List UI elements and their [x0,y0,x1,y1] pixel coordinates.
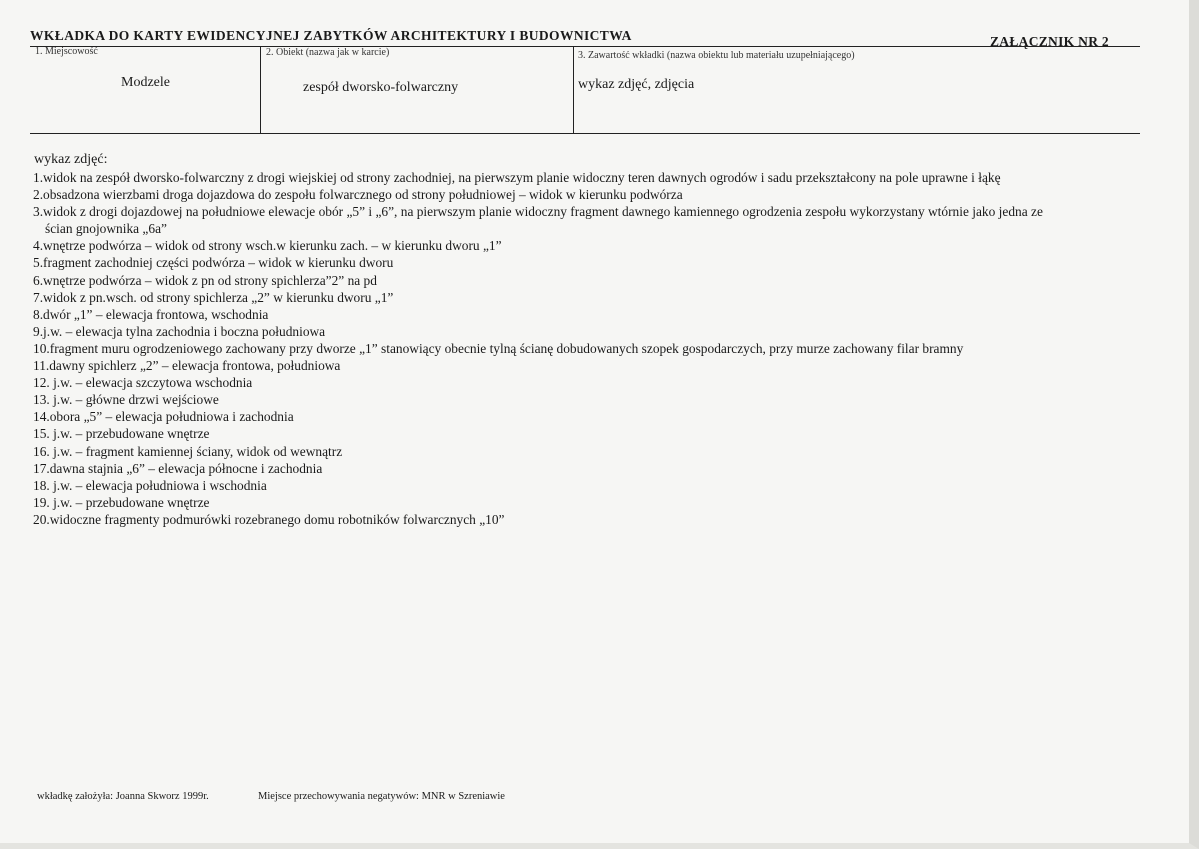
locality-value: Modzele [121,75,170,90]
list-item: 2.obsadzona wierzbami droga dojazdowa do zespołu folwarcznego od strony południowej – widok w kierunku podwórza [33,187,683,203]
list-item: 15. j.w. – przebudowane wnętrze [33,426,210,442]
form-title: WKŁADKA DO KARTY EWIDENCYJNEJ ZABYTKÓW ARCHITEKTURY I BUDOWNICTWA [30,28,632,43]
negatives-storage: Miejsce przechowywania negatywów: MNR w Szreniawie [258,791,505,802]
contents-value: wykaz zdjęć, zdjęcia [578,77,695,92]
list-item-continuation: ścian gnojownika „6a” [45,221,167,237]
photo-list [33,169,1153,528]
list-item: 12. j.w. – elewacja szczytowa wschodnia [33,375,253,391]
list-item: 20.widoczne fragmenty podmurówki rozebranego domu robotników folwarcznych „10” [33,511,505,527]
list-item: 8.dwór „1” – elewacja frontowa, wschodnia [33,306,269,322]
list-item: 18. j.w. – elewacja południowa i wschodnia [33,477,267,493]
list-item: 19. j.w. – przebudowane wnętrze [33,494,210,510]
list-item: 4.wnętrze podwórza – widok od strony wsch.w kierunku zach. – w kierunku dworu „1” [33,238,502,254]
contents-label: 3. Zawartość wkładki (nazwa obiektu lub materiału uzupełniającego) [578,50,855,61]
insert-author: wkładkę założyła: Joanna Skworz 1999r. [37,791,209,802]
list-item: 1.widok na zespół dworsko-folwarczny z drogi wiejskiej od strony zachodniej, na pierwszym planie widoczny teren dawnych ogrodów i sadu przekształcony na pole uprawne i łąkę [33,170,1001,185]
header-rule [30,46,1140,47]
locality-label: 1. Miejscowość [35,46,98,57]
list-item: 9.j.w. – elewacja tylna zachodnia i boczna południowa [33,323,326,339]
column-divider-2 [573,46,574,133]
list-item: 17.dawna stajnia „6” – elewacja północne i zachodnia [33,460,323,476]
list-item: 3.widok z drogi dojazdowej na południowe elewacje obór „5” i „6”, na pierwszym planie widoczny fragment dawnego kamiennego ogrodzenia zespołu wykorzystany wtórnie jako jedna ze ścian gnojownika „6a” [33,203,1153,237]
table-bottom-rule [30,133,1140,134]
photo-list-heading: wykaz zdjęć: [34,152,108,167]
list-item: 11.dawny spichlerz „2” – elewacja frontowa, południowa [33,358,341,374]
list-item: 6.wnętrze podwórza – widok z pn od strony spichlerza”2” na pd [33,272,377,288]
list-item: 10.fragment muru ogrodzeniowego zachowany przy dworze „1” stanowiący obecnie tylną ścianę dobudowanych szopek gospodarczych, przy murze zachowany filar bramny [33,340,964,356]
column-divider-1 [260,46,261,133]
list-item: 7.widok z pn.wsch. od strony spichlerza „2” w kierunku dworu „1” [33,289,394,305]
list-item: 16. j.w. – fragment kamiennej ściany, widok od wewnątrz [33,443,343,459]
list-item: 14.obora „5” – elewacja południowa i zachodnia [33,409,294,425]
object-label: 2. Obiekt (nazwa jak w karcie) [266,47,390,58]
list-item: 5.fragment zachodniej części podwórza – widok w kierunku dworu [33,255,394,271]
object-value: zespół dworsko-folwarczny [303,80,459,95]
annex-number: ZAŁĄCZNIK NR 2 [990,34,1109,49]
list-item: 13. j.w. – główne drzwi wejściowe [33,392,219,408]
